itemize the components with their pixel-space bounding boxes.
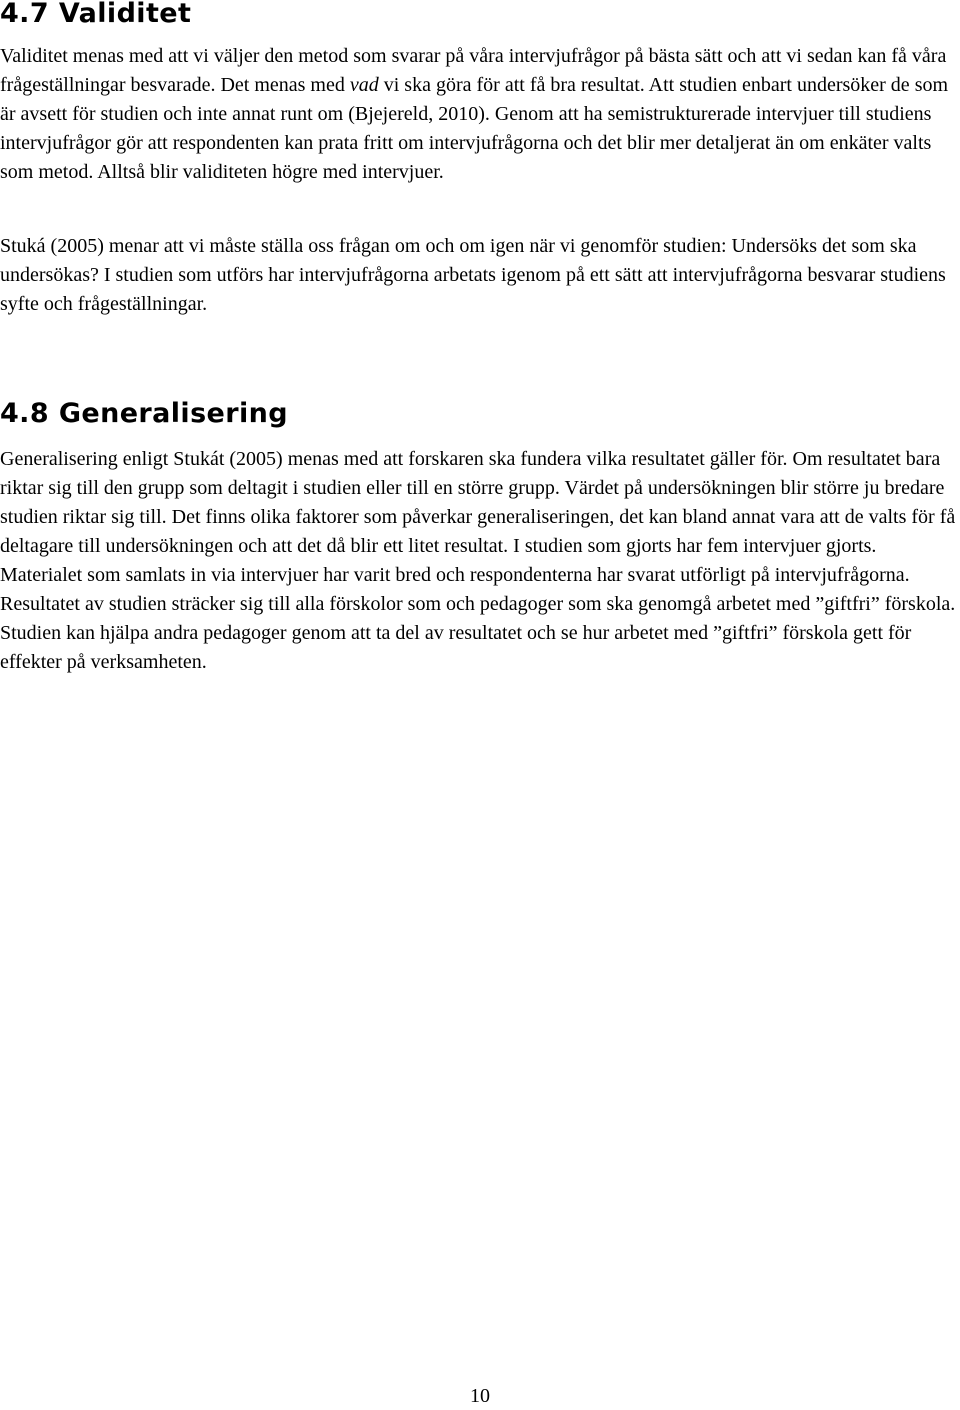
paragraph-validitet-2: Stuká (2005) menar att vi måste ställa oss frågan om och om igen när vi genomför studien: Undersöks det som ska undersökas? I studien som utförs har intervjufrågorna arbetats igenom på ett sätt att intervjufrågorna besvarar studiens syfte och frågeställningar. — [0, 235, 946, 315]
emphasis-word: vad — [349, 74, 379, 96]
paragraph-generalisering-1: Generalisering enligt Stukát (2005) menas med att forskaren ska fundera vilka resultatet gäller för. Om resultatet bara riktar sig till den grupp som deltagit i studien eller till en större grupp. Värdet på undersökningen blir större ju bredare studien riktar sig till. Det finns olika faktorer som påverkar generaliseringen, det kan bland annat vara att de valts för få deltagare till undersökningen och att det då blir ett litet resultat. I studien som gjorts har fem intervjuer gjorts. Materialet som samlats in via intervjuer har varit bred och respondenterna har svarat utförligt på intervjufrågorna. Resultatet av studien sträcker sig till alla förskolor som och pedagoger som ska genomgå arbetet med ”giftfri” förskola. Studien kan hjälpa andra pedagoger genom att ta del av resultatet och se hur arbetet med ”giftfri” förskola gett för effekter på verksamheten. — [0, 448, 956, 673]
paragraph-text-part: vi ska göra för att få bra resultat. Att studien enbart undersöker de som är avsett för studien och inte annat runt om (Bjejereld, 2010). Genom att ha semistrukturerade intervjuer till studiens intervjufrågor gör att respondenten kan prata fritt om intervjufrågorna och det blir mer detaljerat än om enkäter valts som metod. Alltså blir validiteten högre med intervjuer. — [0, 74, 949, 183]
page-number: 10 — [470, 1385, 490, 1407]
section-heading-validitet: 4.7 Validitet — [0, 0, 192, 29]
paragraph-text-part: Validitet menas med att vi väljer den metod som svarar på våra intervjufrågor på bästa sätt och att vi sedan kan få våra frågeställningar besvarade. Det menas med — [0, 45, 947, 96]
paragraph-validitet-1 — [0, 42, 956, 187]
section-heading-generalisering: 4.8 Generalisering — [0, 398, 288, 429]
